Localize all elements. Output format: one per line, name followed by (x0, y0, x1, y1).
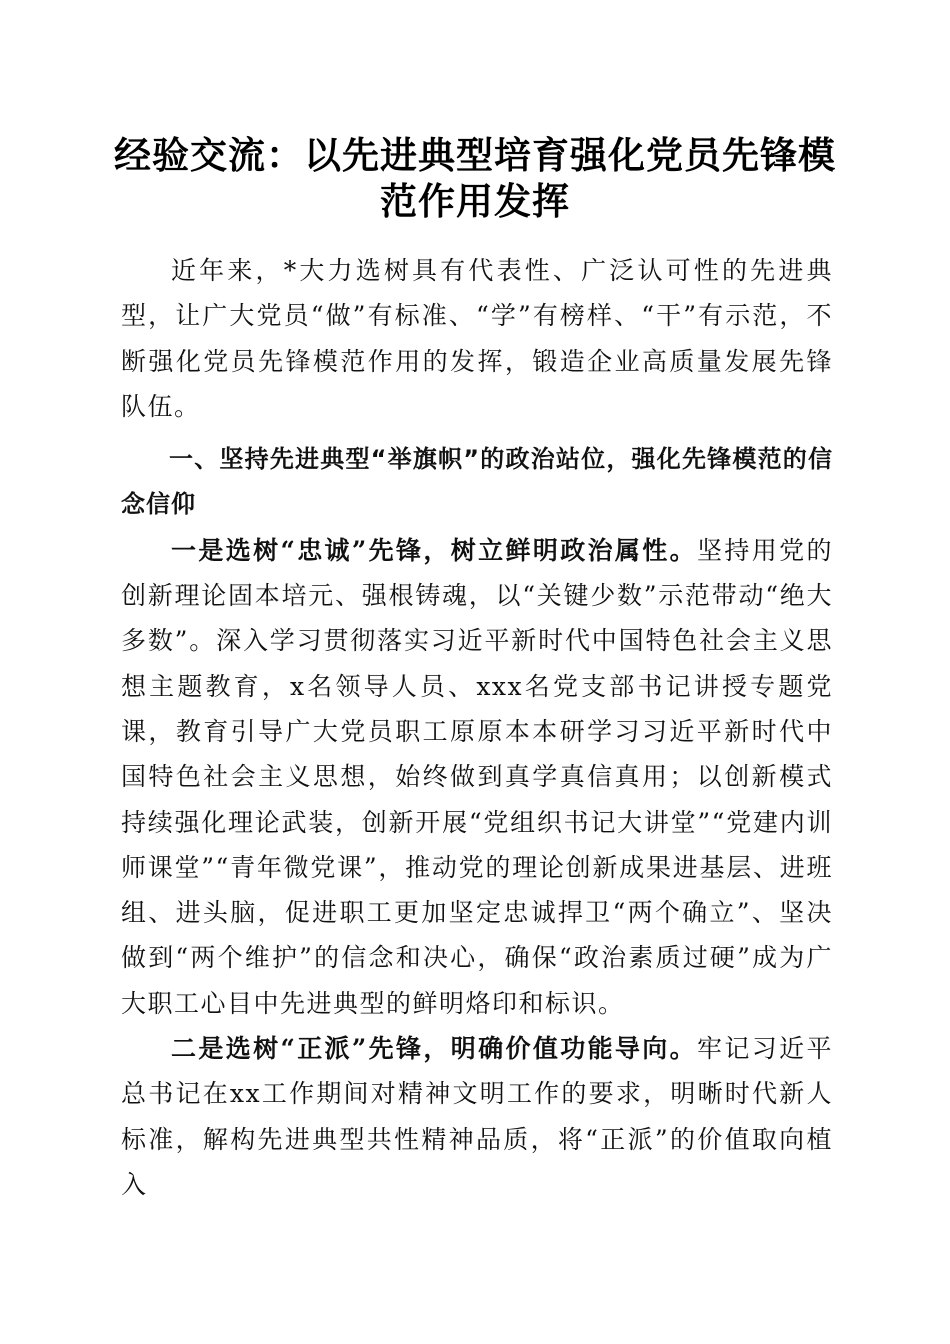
paragraph-2-body: 牢记习近平总书记在xx工作期间对精神文明工作的要求，明晰时代新人标准，解构先进典型共性精神品质，将“正派”的价值取向植入 (121, 1034, 833, 1199)
section-1-heading: 一、坚持先进典型“举旗帜”的政治站位，强化先锋模范的信念信仰 (121, 445, 833, 519)
paragraph-1-body: 坚持用党的创新理论固本培元、强根铸魂，以“关键少数”示范带动“绝大多数”。深入学习贯彻落实习近平新时代中国特色社会主义思想主题教育，x名领导人员、xxx名党支部书记讲授专题党课，教育引导广大党员职工原原本本研学习习近平新时代中国特色社会主义思想，始终做到真学真信真用；以创新模式持续强化理论武装，创新开展“党组织书记大讲堂”“党建内训师课堂”“青年微党课”，推动党的理论创新成果进基层、进班组、进头脑，促进职工更加坚定忠诚捍卫“两个确立”、坚决做到“两个维护”的信念和决心，确保“政治素质过硬”成为广大职工心目中先进典型的鲜明烙印和标识。 (121, 535, 833, 1018)
paragraph-1-lead: 一是选树“忠诚”先锋，树立鲜明政治属性。 (171, 535, 698, 565)
paragraph-1 (121, 528, 833, 1026)
intro-paragraph: 近年来，*大力选树具有代表性、广泛认可性的先进典型，让广大党员“做”有标准、“学”有榜样、“干”有示范，不断强化党员先锋模范作用的发挥，锻造企业高质量发展先锋队伍。 (121, 256, 833, 421)
document-title: 经验交流：以先进典型培育强化党员先锋模范作用发挥 (114, 133, 836, 223)
paragraph-2-lead: 二是选树“正派”先锋，明确价值功能导向。 (171, 1034, 698, 1064)
paragraph-2 (121, 1026, 833, 1207)
document-body (121, 248, 833, 1207)
